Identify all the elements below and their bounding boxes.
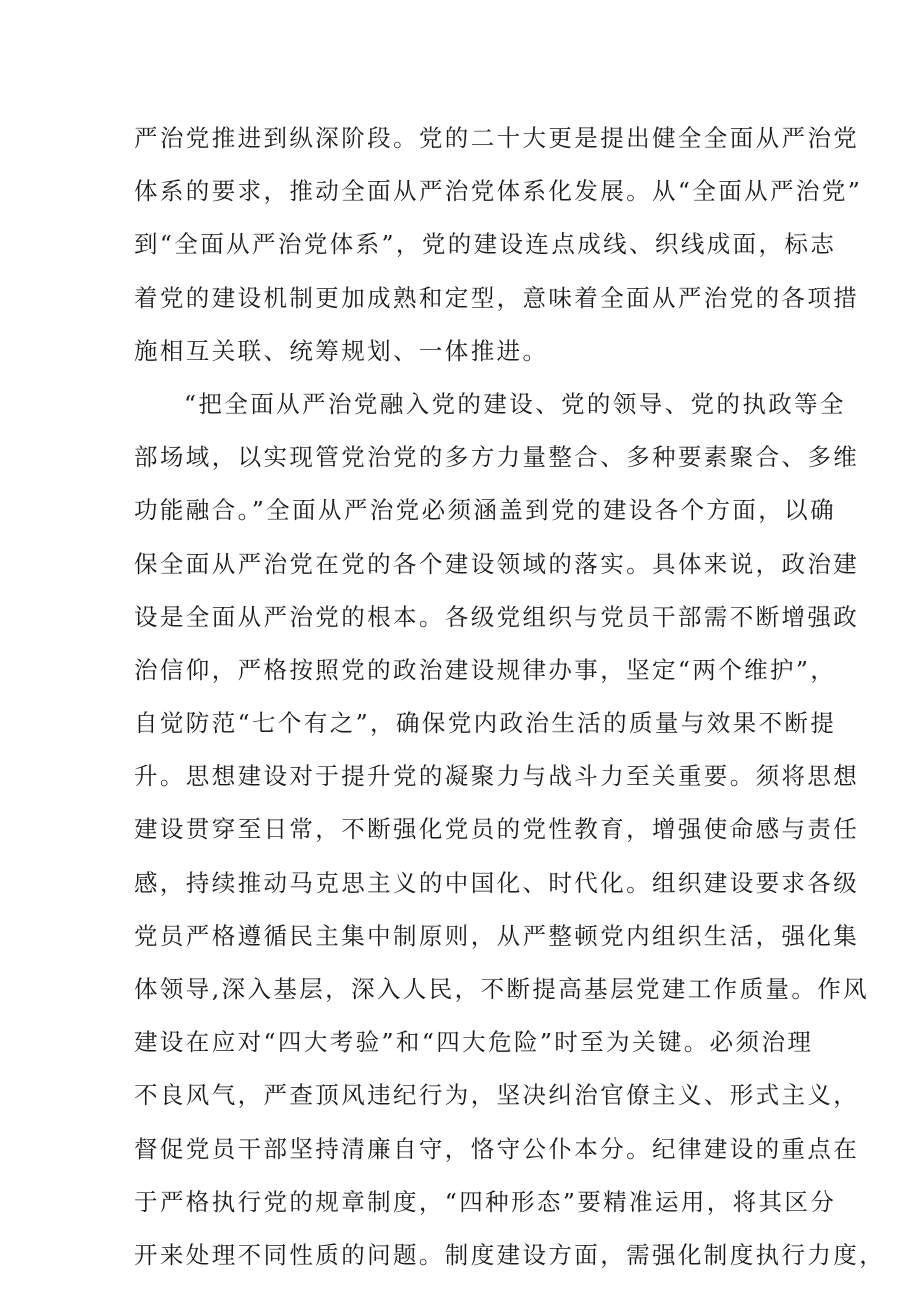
text-line: 设是全面从严治党的根本。各级党组织与党员干部需不断增强政 bbox=[134, 602, 860, 631]
text-line: 督促党员干部坚持清廉自守，恪守公仆本分。纪律建设的重点在 bbox=[134, 1134, 860, 1163]
text-line: 部场域，以实现管党治党的多方力量整合、多种要素聚合、多维 bbox=[134, 443, 860, 472]
text-line: 治信仰，严格按照党的政治建设规律办事，坚定“两个维护”， bbox=[134, 655, 837, 684]
text-line: 建设在应对“四大考验”和“四大危险”时至为关键。必须治理 bbox=[134, 1028, 814, 1057]
text-line: 体系的要求，推动全面从严治党体系化发展。从“全面从严治党” bbox=[134, 177, 863, 206]
text-line: 党员严格遵循民主集中制原则，从严整顿党内组织生活，强化集 bbox=[134, 921, 860, 950]
text-line: 不良风气，严查顶风违纪行为，坚决纠治官僚主义、形式主义， bbox=[134, 1081, 860, 1110]
text-line: 施相互关联、统筹规划、一体推进。 bbox=[134, 336, 549, 365]
text-line: 建设贯穿至日常，不断强化党员的党性教育，增强使命感与责任 bbox=[134, 815, 860, 844]
text-line: 自觉防范“七个有之”，确保党内政治生活的质量与效果不断提 bbox=[134, 709, 837, 738]
text-line: 保全面从严治党在党的各个建设领域的落实。具体来说，政治建 bbox=[134, 549, 860, 578]
text-line: 功能融合。”全面从严治党必须涵盖到党的建设各个方面，以确 bbox=[134, 496, 836, 525]
text-line: 感，持续推动马克思主义的中国化、时代化。组织建设要求各级 bbox=[134, 868, 860, 897]
text-line: 严治党推进到纵深阶段。党的二十大更是提出健全全面从严治党 bbox=[134, 124, 860, 152]
text-line: 体领导,深入基层，深入人民，不断提高基层党建工作质量。作风 bbox=[134, 975, 870, 1003]
body-text bbox=[134, 112, 886, 1282]
text-line: “把全面从严治党融入党的建设、党的领导、党的执政等全 bbox=[184, 389, 846, 418]
text-line: 到“全面从严治党体系”，党的建设连点成线、织线成面，标志 bbox=[134, 230, 837, 259]
text-line: 着党的建设机制更加成熟和定型，意味着全面从严治党的各项措 bbox=[134, 283, 860, 312]
text-line: 升。思想建设对于提升党的凝聚力与战斗力至关重要。须将思想 bbox=[134, 762, 860, 791]
text-line: 于严格执行党的规章制度，“四种形态”要精准运用，将其区分 bbox=[134, 1187, 837, 1216]
text-line: 开来处理不同性质的问题。制度建设方面，需强化制度执行力度， bbox=[134, 1240, 886, 1269]
